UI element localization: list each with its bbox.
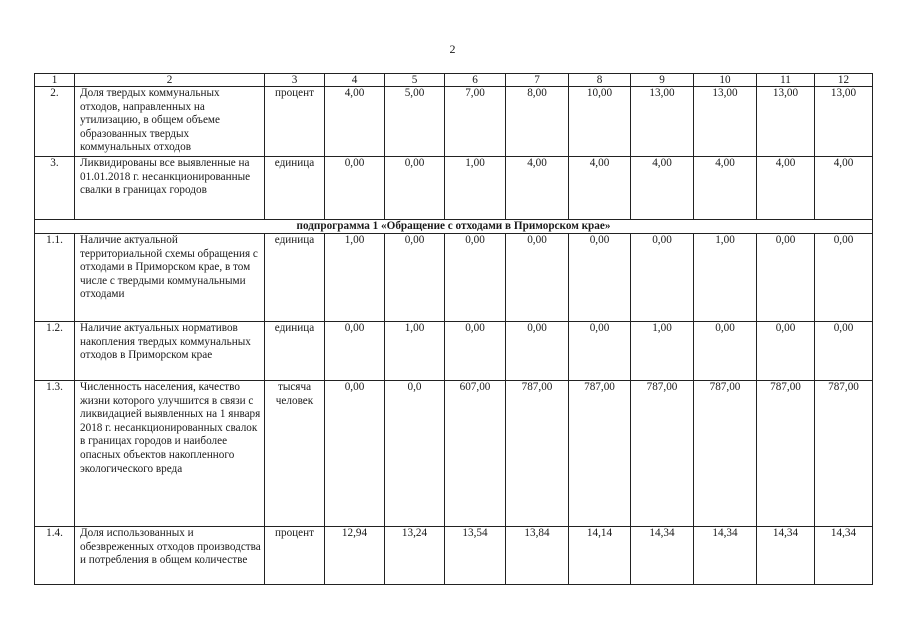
value-cell: 1,00 (445, 157, 506, 220)
value-cell: 4,00 (506, 157, 569, 220)
table-row (35, 157, 873, 220)
value-cell: 10,00 (569, 87, 631, 157)
column-header: 11 (757, 74, 815, 87)
value-cell: 787,00 (631, 381, 694, 527)
value-cell: 13,00 (694, 87, 757, 157)
column-header: 4 (325, 74, 385, 87)
value-cell: 787,00 (694, 381, 757, 527)
value-cell: 0,00 (757, 234, 815, 322)
value-cell: 0,00 (325, 157, 385, 220)
indicator-name: Доля твердых коммунальных отходов, направленных на утилизацию, в общем объеме образованных твердых коммунальных отходов (75, 87, 265, 157)
unit-cell: процент (265, 527, 325, 585)
value-cell: 4,00 (694, 157, 757, 220)
indicator-name: Ликвидированы все выявленные на 01.01.2018 г. несанкционированные свалки в границах городов (75, 157, 265, 220)
value-cell: 1,00 (325, 234, 385, 322)
value-cell: 0,00 (506, 322, 569, 381)
unit-cell: единица (265, 234, 325, 322)
value-cell: 13,54 (445, 527, 506, 585)
column-header: 5 (385, 74, 445, 87)
column-header: 2 (75, 74, 265, 87)
table-row (35, 381, 873, 527)
value-cell: 0,00 (815, 322, 873, 381)
value-cell: 4,00 (631, 157, 694, 220)
value-cell: 1,00 (385, 322, 445, 381)
value-cell: 0,0 (385, 381, 445, 527)
value-cell: 14,34 (694, 527, 757, 585)
value-cell: 4,00 (757, 157, 815, 220)
value-cell: 14,34 (815, 527, 873, 585)
value-cell: 14,34 (631, 527, 694, 585)
column-header: 10 (694, 74, 757, 87)
unit-cell: процент (265, 87, 325, 157)
value-cell: 0,00 (569, 322, 631, 381)
value-cell: 0,00 (631, 234, 694, 322)
value-cell: 13,00 (757, 87, 815, 157)
row-number: 1.2. (35, 322, 75, 381)
value-cell: 0,00 (757, 322, 815, 381)
page-number: 2 (449, 42, 456, 56)
value-cell: 0,00 (385, 234, 445, 322)
row-number: 3. (35, 157, 75, 220)
unit-cell: единица (265, 157, 325, 220)
column-header: 12 (815, 74, 873, 87)
table-header-row (35, 74, 873, 87)
value-cell: 787,00 (815, 381, 873, 527)
column-header: 9 (631, 74, 694, 87)
value-cell: 787,00 (569, 381, 631, 527)
value-cell: 0,00 (445, 234, 506, 322)
subprogram-title: подпрограмма 1 «Обращение с отходами в Приморском крае» (35, 220, 873, 234)
column-header: 3 (265, 74, 325, 87)
value-cell: 4,00 (569, 157, 631, 220)
value-cell: 13,00 (815, 87, 873, 157)
value-cell: 0,00 (694, 322, 757, 381)
value-cell: 5,00 (385, 87, 445, 157)
table-row (35, 234, 873, 322)
value-cell: 787,00 (757, 381, 815, 527)
value-cell: 4,00 (325, 87, 385, 157)
value-cell: 0,00 (569, 234, 631, 322)
value-cell: 0,00 (325, 322, 385, 381)
indicator-name: Доля использованных и обезвреженных отходов производства и потребления в общем количестве (75, 527, 265, 585)
value-cell: 0,00 (385, 157, 445, 220)
table-row (35, 87, 873, 157)
value-cell: 0,00 (815, 234, 873, 322)
indicator-name: Наличие актуальной территориальной схемы обращения с отходами в Приморском крае, в том числе с твердыми коммунальными отходами (75, 234, 265, 322)
indicators-table (34, 73, 873, 585)
value-cell: 14,34 (757, 527, 815, 585)
value-cell: 12,94 (325, 527, 385, 585)
value-cell: 14,14 (569, 527, 631, 585)
value-cell: 0,00 (325, 381, 385, 527)
row-number: 1.3. (35, 381, 75, 527)
column-header: 6 (445, 74, 506, 87)
column-header: 8 (569, 74, 631, 87)
value-cell: 13,00 (631, 87, 694, 157)
column-header: 1 (35, 74, 75, 87)
subprogram-row (35, 220, 873, 234)
row-number: 1.1. (35, 234, 75, 322)
row-number: 2. (35, 87, 75, 157)
row-number: 1.4. (35, 527, 75, 585)
value-cell: 0,00 (506, 234, 569, 322)
value-cell: 787,00 (506, 381, 569, 527)
value-cell: 607,00 (445, 381, 506, 527)
table-row (35, 322, 873, 381)
unit-cell: единица (265, 322, 325, 381)
value-cell: 1,00 (694, 234, 757, 322)
value-cell: 1,00 (631, 322, 694, 381)
value-cell: 13,84 (506, 527, 569, 585)
column-header: 7 (506, 74, 569, 87)
value-cell: 0,00 (445, 322, 506, 381)
value-cell: 4,00 (815, 157, 873, 220)
unit-cell: тысяча человек (265, 381, 325, 527)
indicator-name: Численность населения, качество жизни которого улучшится в связи с ликвидацией выявленных на 1 января 2018 г. несанкционированных свалок в границах городов и наиболее опасных объектов накопленного экологического вреда (75, 381, 265, 527)
value-cell: 7,00 (445, 87, 506, 157)
value-cell: 13,24 (385, 527, 445, 585)
table-row (35, 527, 873, 585)
indicator-name: Наличие актуальных нормативов накопления твердых коммунальных отходов в Приморском крае (75, 322, 265, 381)
value-cell: 8,00 (506, 87, 569, 157)
